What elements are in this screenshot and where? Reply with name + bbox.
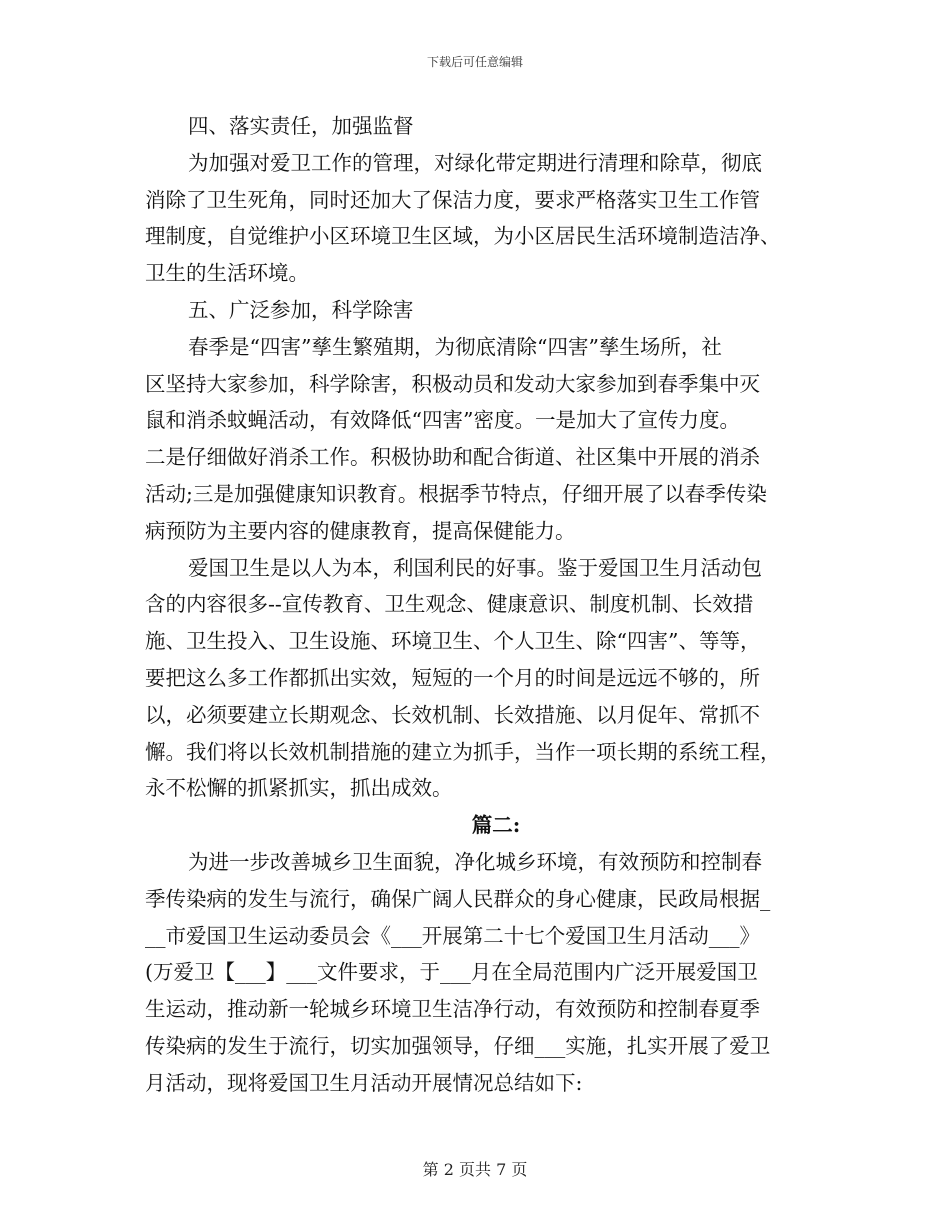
paragraph-line: (万爱卫【___】___文件要求，于___月在全局范围内广泛开展爱国卫 [145,960,758,985]
paragraph-line: 二是仔细做好消杀工作。积极协助和配合街道、社区集中开展的消杀 [145,445,760,470]
paragraph-line: 以，必须要建立长期观念、长效机制、长效措施、以月促年、常抓不 [145,702,760,727]
paragraph-line: 鼠和消杀蚊蝇活动，有效降低“四害”密度。一是加大了宣传力度。 [145,408,740,433]
document-body [145,108,807,1102]
page-number: 第 2 页共 7 页 [422,1160,528,1179]
section-heading-4: 四、落实责任，加强监督 [188,114,414,138]
paragraph-line: 卫生的生活环境。 [145,261,309,286]
paragraph-line: 病预防为主要内容的健康教育，提高保健能力。 [145,518,576,543]
paragraph-line: 季传染病的发生与流行，确保广阔人民群众的身心健康，民政局根据_ [145,886,771,911]
paragraph-line: 月活动，现将爱国卫生月活动开展情况总结如下: [145,1070,583,1095]
paragraph-line: 爱国卫生是以人为本，利国利民的好事。鉴于爱国卫生月活动包 [188,555,762,580]
part-heading: 篇二: [471,813,521,838]
paragraph-line: 永不松懈的抓紧抓实，抓出成效。 [145,776,453,801]
paragraph-line: 含的内容很多--宣传教育、卫生观念、健康意识、制度机制、长效措 [145,592,754,617]
section-heading-5: 五、广泛参加，科学除害 [188,297,414,322]
paragraph-line: 生运动，推动新一轮城乡环境卫生洁净行动，有效预防和控制春夏季 [145,997,760,1022]
paragraph-line: 懈。我们将以长效机制措施的建立为抓手，当作一项长期的系统工程， [145,739,781,764]
paragraph-line: __市爱国卫生运动委员会《___开展第二十七个爱国卫生月活动___》 [145,923,760,948]
paragraph-line: 消除了卫生死角，同时还加大了保洁力度，要求严格落实卫生工作管 [145,187,760,212]
paragraph-line: 为进一步改善城乡卫生面貌，净化城乡环境，有效预防和控制春 [188,849,762,874]
paragraph-line: 理制度，自觉维护小区环境卫生区域，为小区居民生活环境制造洁净、 [145,224,781,249]
paragraph-line: 要把这么多工作都抓出实效，短短的一个月的时间是远远不够的，所 [145,665,760,690]
paragraph-line: 区坚持大家参加，科学除害，积极动员和发动大家参加到春季集中灭 [145,371,760,396]
paragraph-line: 活动;三是加强健康知识教育。根据季节特点，仔细开展了以春季传染 [145,481,767,506]
paragraph-line: 传染病的发生于流行，切实加强领导，仔细___实施，扎实开展了爱卫 [145,1033,771,1058]
paragraph-line: 为加强对爱卫工作的管理，对绿化带定期进行清理和除草，彻底 [188,150,762,175]
header-note: 下载后可任意编辑 [426,55,523,69]
paragraph-line: 春季是“四害”孳生繁殖期，为彻底清除“四害”孳生场所，社 [188,334,722,359]
paragraph-line: 施、卫生投入、卫生设施、环境卫生、个人卫生、除“四害”、等等， [145,629,761,654]
